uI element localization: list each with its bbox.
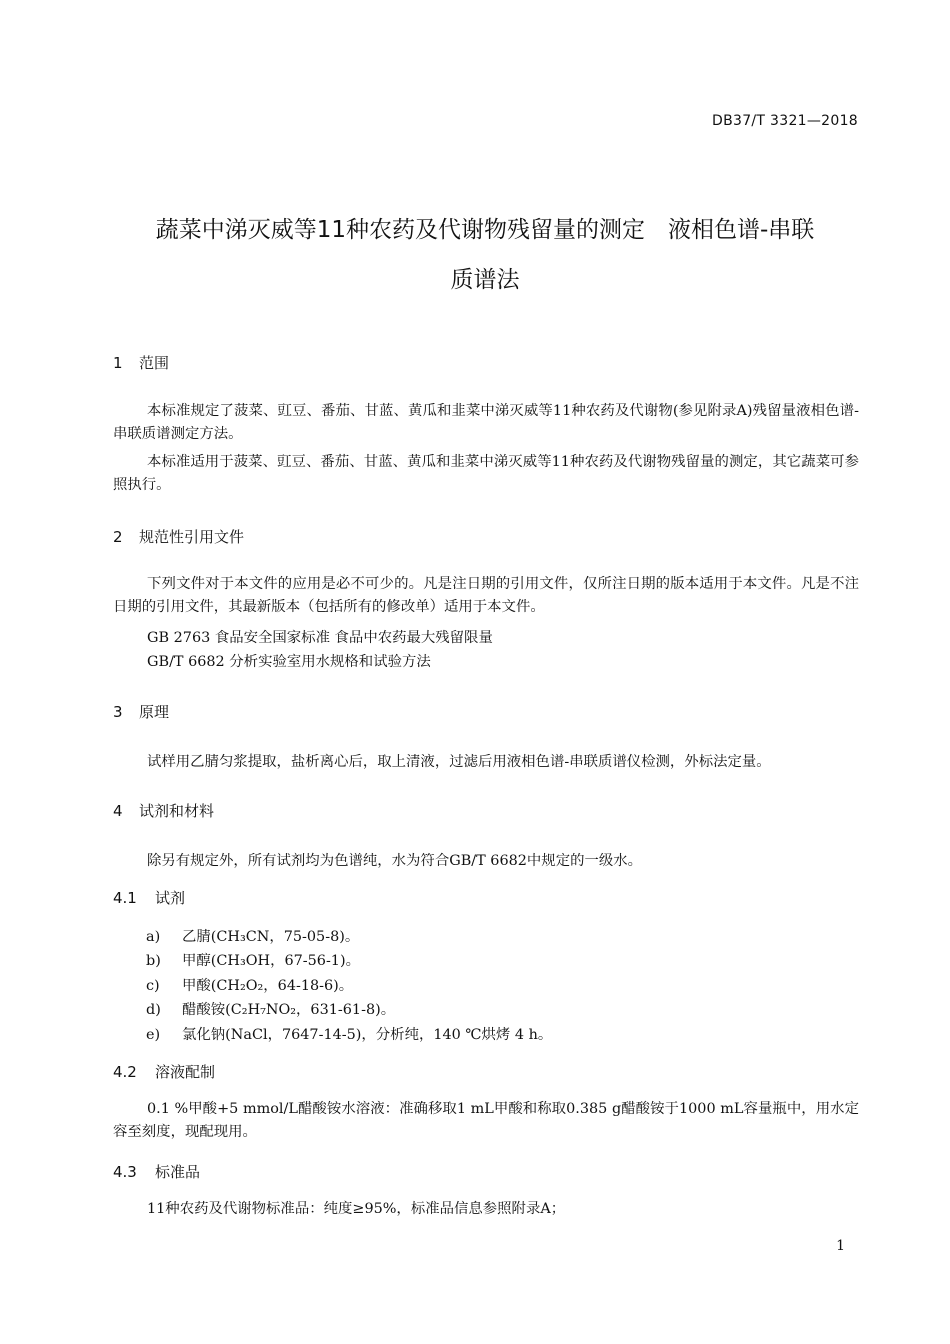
section-number: 2 [113, 528, 123, 546]
section-number: 3 [113, 703, 123, 721]
item-label: e) [146, 1027, 161, 1043]
section-title: 原理 [139, 703, 170, 721]
item-text: 甲醇(CH₃OH，67-56-1)。 [182, 953, 360, 969]
document-number: DB37/T 3321—2018 [712, 113, 858, 129]
section-2-heading [113, 526, 244, 547]
page-number: 1 [836, 1238, 845, 1254]
section-title: 试剂 [155, 889, 186, 907]
normative-reference-2: GB/T 6682 分析实验室用水规格和试验方法 [147, 654, 431, 670]
section-1-paragraph-2: 本标准适用于菠菜、豇豆、番茄、甘蓝、黄瓜和韭菜中涕灭威等11种农药及代谢物残留量的测定，其它蔬菜可参照执行。 [113, 454, 859, 493]
section-number: 4.3 [113, 1163, 137, 1181]
section-4-2-paragraph-1: 0.1 %甲酸+5 mmol/L醋酸铵水溶液：准确移取1 mL甲酸和称取0.385 g醋酸铵于1000 mL容量瓶中，用水定容至刻度，现配现用。 [113, 1101, 859, 1140]
title-line-2: 质谱法 [450, 267, 520, 293]
item-label: c) [146, 978, 160, 994]
section-4-paragraph-1: 除另有规定外，所有试剂均为色谱纯，水为符合GB/T 6682中规定的一级水。 [147, 853, 643, 869]
section-number: 4 [113, 802, 123, 820]
section-number: 1 [113, 354, 123, 372]
item-text: 甲酸(CH₂O₂，64-18-6)。 [182, 978, 354, 994]
section-number: 4.1 [113, 889, 137, 907]
reagent-item [146, 925, 359, 946]
section-4-2-heading [113, 1061, 215, 1082]
reagent-item [146, 974, 353, 995]
section-2-paragraph-1: 下列文件对于本文件的应用是必不可少的。凡是注日期的引用文件，仅所注日期的版本适用于本文件。凡是不注日期的引用文件，其最新版本（包括所有的修改单）适用于本文件。 [113, 576, 859, 615]
item-text: 氯化钠(NaCl，7647-14-5)，分析纯，140 ℃烘烤 4 h。 [182, 1027, 553, 1043]
reagent-item [146, 949, 360, 970]
section-title: 范围 [139, 354, 170, 372]
item-text: 醋酸铵(C₂H₇NO₂，631-61-8)。 [182, 1002, 396, 1018]
section-title: 溶液配制 [155, 1063, 216, 1081]
section-3-heading [113, 701, 169, 722]
section-title: 标准品 [155, 1163, 201, 1181]
item-text: 乙腈(CH₃CN，75-05-8)。 [182, 929, 360, 945]
section-4-1-heading [113, 887, 185, 908]
section-4-3-paragraph-1: 11种农药及代谢物标准品：纯度≥95%，标准品信息参照附录A； [147, 1201, 566, 1217]
item-label: d) [146, 1002, 161, 1018]
section-number: 4.2 [113, 1063, 137, 1081]
section-1-heading [113, 352, 169, 373]
reagent-item [146, 1023, 552, 1044]
item-label: b) [146, 953, 161, 969]
reagent-item [146, 998, 395, 1019]
section-title: 规范性引用文件 [139, 528, 245, 546]
section-4-3-heading [113, 1161, 200, 1182]
normative-reference-1: GB 2763 食品安全国家标准 食品中农药最大残留限量 [147, 630, 493, 646]
item-label: a) [146, 929, 161, 945]
section-4-heading [113, 800, 214, 821]
section-1-paragraph-1: 本标准规定了菠菜、豇豆、番茄、甘蓝、黄瓜和韭菜中涕灭威等11种农药及代谢物(参见附录A)残留量液相色谱-串联质谱测定方法。 [113, 403, 859, 442]
section-3-paragraph-1: 试样用乙腈匀浆提取，盐析离心后，取上清液，过滤后用液相色谱-串联质谱仪检测，外标法定量。 [147, 754, 771, 770]
title-line-1: 蔬菜中涕灭威等11种农药及代谢物残留量的测定 液相色谱-串联 [155, 217, 815, 243]
section-title: 试剂和材料 [139, 802, 215, 820]
